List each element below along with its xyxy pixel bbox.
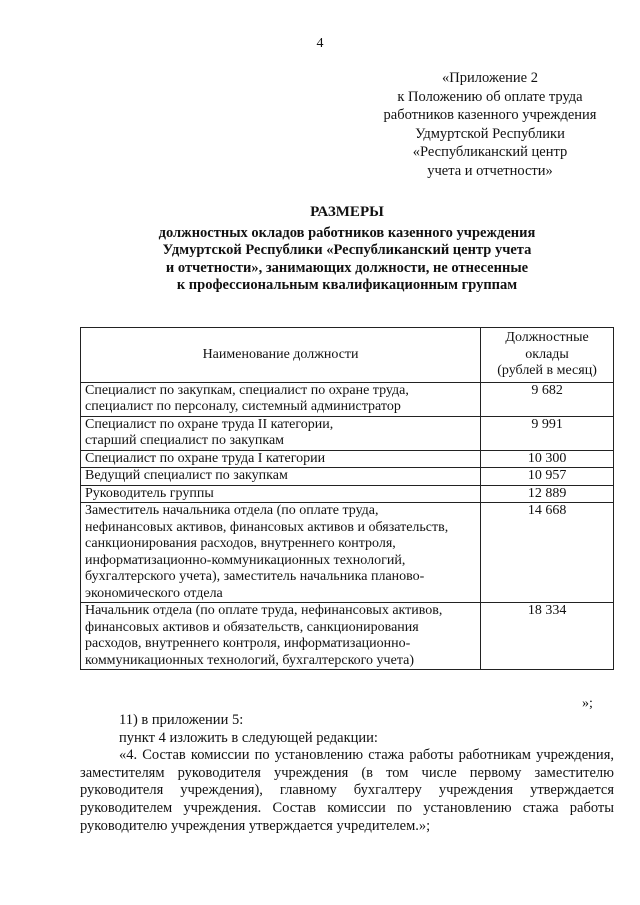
position-cell	[81, 485, 481, 503]
title-heading: РАЗМЕРЫ	[310, 204, 384, 220]
document-title	[80, 204, 614, 295]
salary-cell: 9 991	[481, 416, 614, 450]
position-line: Заместитель начальника отдела (по оплате труда,	[85, 503, 379, 518]
title-line: должностных окладов работников казенного учреждения	[158, 224, 536, 241]
amendment-text: «4. Состав комиссии по установлению стажа работы работникам учреждения, заместителям руководителя учреждения (в том числе первому заместителю руководителя учреждения), главному бухгалтеру учреждения утверждается руководителем учреждения. Состав комиссии по установлению стажа работы руководителю учреждения утверждается учредителем.»;	[80, 747, 614, 834]
position-line: информатизационно-коммуникационных технологий,	[85, 552, 406, 568]
appendix-line: «Республиканский центр	[412, 144, 568, 161]
table-row	[81, 416, 614, 450]
position-line: коммуникационных технологий, бухгалтерского учета)	[85, 652, 414, 668]
position-line: Специалист по закупкам, специалист по охране труда,	[85, 382, 409, 398]
table-row	[81, 468, 614, 486]
position-line: финансовых активов и обязательств, санкционирования	[85, 619, 419, 635]
position-cell	[81, 382, 481, 416]
position-cell	[81, 468, 481, 486]
position-line: Руководитель группы	[85, 485, 214, 501]
table-row	[81, 450, 614, 468]
salary-cell: 9 682	[481, 382, 614, 416]
appendix-line: учета и отчетности»	[427, 162, 553, 179]
position-line: Специалист по охране труда I категории	[85, 450, 326, 466]
position-line: специалист по персоналу, системный администратор	[85, 399, 401, 414]
salary-cell: 18 334	[481, 603, 614, 670]
position-line: Ведущий специалист по закупкам	[85, 468, 288, 483]
table-row	[81, 485, 614, 503]
table-row	[81, 603, 614, 670]
header-position: Наименование должности	[81, 328, 481, 383]
table-row	[81, 382, 614, 416]
position-cell	[81, 416, 481, 450]
salary-cell: 10 957	[481, 468, 614, 486]
title-line: к профессиональным квалификационным группам	[176, 277, 518, 293]
position-line: Специалист по охране труда II категории,	[85, 416, 334, 432]
amendment-item: 11) в приложении 5:	[119, 712, 244, 728]
position-line: санкционирования расходов, внутреннего контроля,	[85, 536, 396, 551]
position-line: старший специалист по закупкам	[85, 433, 285, 448]
salary-cell: 14 668	[481, 503, 614, 603]
position-line: нефинансовых активов, финансовых активов и обязательств,	[85, 519, 449, 535]
salary-table	[80, 327, 614, 670]
header-salary-line: Должностные	[505, 330, 589, 345]
title-line: Удмуртской Республики «Республиканский центр учета	[162, 242, 532, 258]
position-cell	[81, 503, 481, 603]
position-line: экономического отдела	[85, 585, 223, 601]
position-line: бухгалтерского учета), заместитель начальника планово-	[85, 569, 425, 584]
appendix-line: Удмуртской Республики	[415, 125, 565, 142]
header-salary-line: (рублей в месяц)	[497, 363, 597, 378]
header-salary	[481, 328, 614, 383]
amendment-point: пункт 4 изложить в следующей редакции:	[119, 729, 378, 746]
position-cell	[81, 603, 481, 670]
position-line: Начальник отдела (по оплате труда, нефинансовых активов,	[85, 603, 443, 618]
position-line: расходов, внутреннего контроля, информатизационно-	[85, 636, 411, 651]
table-header-row	[81, 328, 614, 383]
appendix-line: «Приложение 2	[442, 70, 538, 86]
appendix-line: работников казенного учреждения	[383, 107, 597, 124]
salary-cell: 10 300	[481, 450, 614, 468]
header-salary-line: оклады	[525, 346, 569, 362]
appendix-line: к Положению об оплате труда	[397, 88, 583, 105]
appendix-header	[360, 69, 620, 181]
title-line: и отчетности», занимающих должности, не отнесенные	[165, 259, 529, 276]
page-number: 4	[316, 36, 324, 51]
table-row	[81, 503, 614, 603]
closing-quote: »;	[582, 696, 593, 711]
amendment-section	[80, 712, 614, 835]
salary-cell: 12 889	[481, 485, 614, 503]
position-cell	[81, 450, 481, 468]
